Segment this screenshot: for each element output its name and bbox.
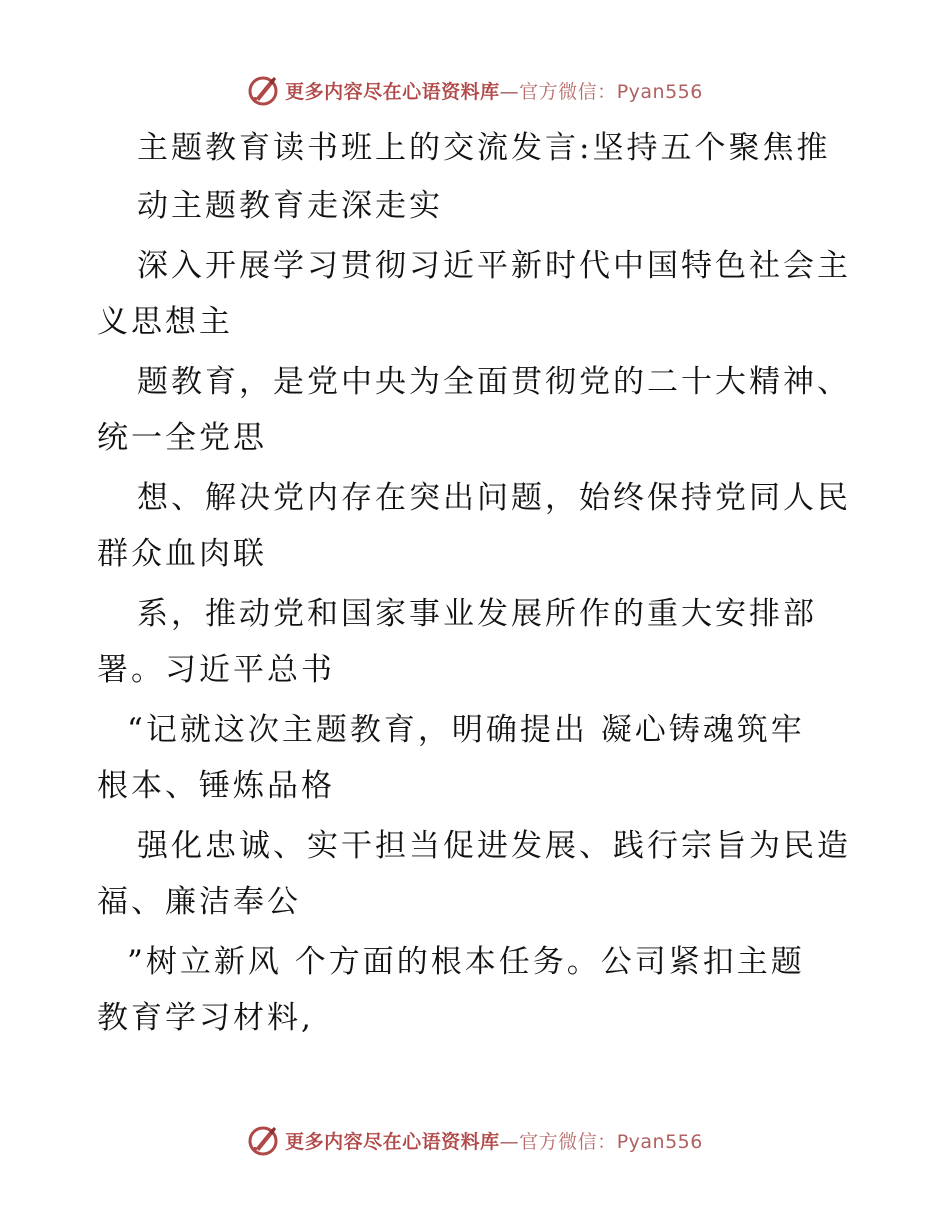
quill-badge-icon <box>247 74 279 106</box>
watermark-dash: — <box>499 1130 520 1153</box>
watermark-wechat-id: Pyan556 <box>616 1130 703 1153</box>
paragraph-line: 想、解决党内存在突出问题，始终保持党同人民 <box>137 480 851 516</box>
title-line-2: 动主题教育走深走实 <box>137 188 443 224</box>
paragraph-line: 教育学习材料, <box>97 1000 314 1036</box>
paragraph-line: 题教育，是党中央为全面贯彻党的二十大精神、 <box>137 364 851 400</box>
quill-badge-icon <box>247 1124 279 1156</box>
paragraph-line: 深入开展学习贯彻习近平新时代中国特色社会主 <box>137 248 851 284</box>
watermark-site-name: 更多内容尽在心语资料库 <box>285 1130 500 1153</box>
watermark-wechat-label: 官方微信： <box>519 80 617 103</box>
paragraph-line: 福、廉洁奉公 <box>97 884 301 920</box>
watermark-wechat-label: 官方微信： <box>519 1130 617 1153</box>
footer-watermark-banner <box>0 1120 950 1160</box>
paragraph-line: 群众血肉联 <box>97 536 267 572</box>
footer-watermark <box>247 1124 703 1156</box>
header-watermark-banner <box>0 70 950 110</box>
watermark-site-name: 更多内容尽在心语资料库 <box>285 80 500 103</box>
paragraph-line: “记就这次主题教育，明确提出 凝心铸魂筑牢 <box>127 712 805 748</box>
paragraph-line: 署。习近平总书 <box>97 652 335 688</box>
paragraph-line: 根本、锤炼品格 <box>97 768 335 804</box>
watermark-dash: — <box>499 80 520 103</box>
paragraph-line: 统一全党思 <box>97 420 267 456</box>
paragraph-line: 强化忠诚、实干担当促进发展、践行宗旨为民造 <box>137 828 851 864</box>
paragraph-line: 义思想主 <box>97 304 233 340</box>
paragraph-line: 系，推动党和国家事业发展所作的重大安排部 <box>137 596 817 632</box>
paragraph-line: ”树立新风 个方面的根本任务。公司紧扣主题 <box>127 944 805 980</box>
title-line-1: 主题教育读书班上的交流发言:坚持五个聚焦推 <box>137 130 831 166</box>
header-watermark <box>247 74 703 106</box>
watermark-wechat-id: Pyan556 <box>616 80 703 103</box>
watermark-text <box>285 77 703 104</box>
watermark-text <box>285 1127 703 1154</box>
